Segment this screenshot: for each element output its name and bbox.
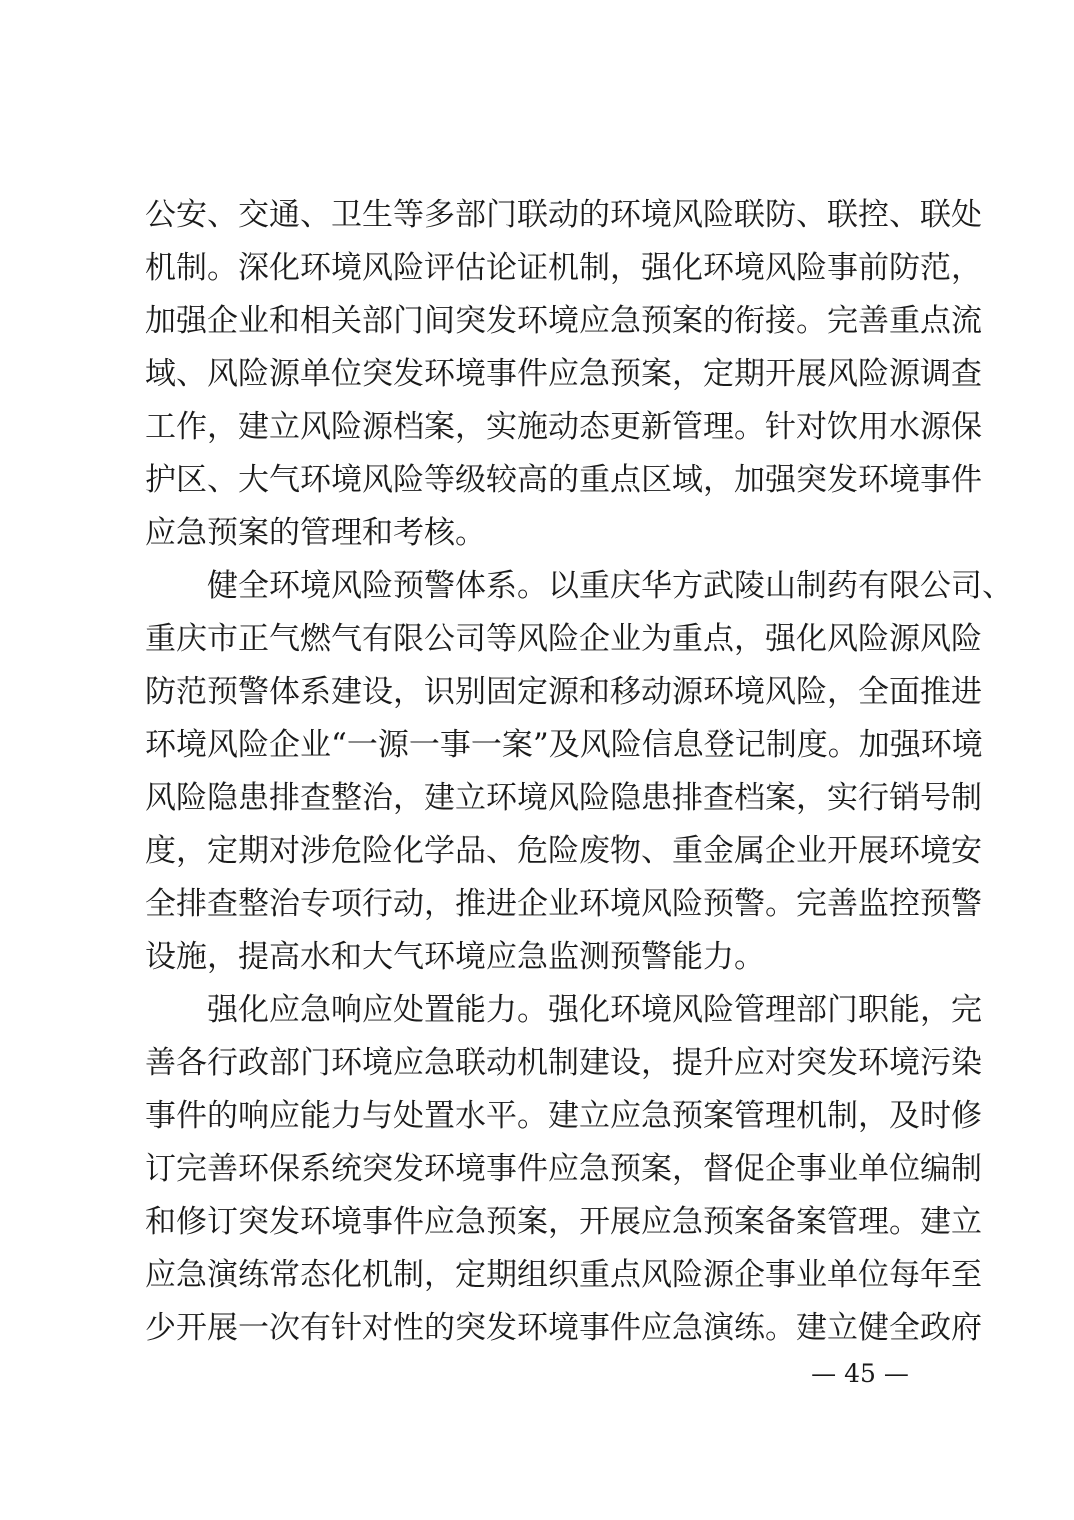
text-line: 度，定期对涉危险化学品、危险废物、重金属企业开展环境安	[145, 833, 982, 869]
text-line: 护区、大气环境风险等级较高的重点区域，加强突发环境事件	[145, 462, 982, 498]
text-line: 域、风险源单位突发环境事件应急预案，定期开展风险源调查	[145, 356, 982, 392]
text-line: 应急演练常态化机制，定期组织重点风险源企事业单位每年至	[145, 1257, 982, 1293]
text-line: 和修订突发环境事件应急预案，开展应急预案备案管理。建立	[145, 1204, 982, 1240]
text-line: 加强企业和相关部门间突发环境应急预案的衔接。完善重点流	[145, 303, 982, 339]
text-line: 全排查整治专项行动，推进企业环境风险预警。完善监控预警	[145, 886, 982, 922]
text-line: 防范预警体系建设，识别固定源和移动源环境风险，全面推进	[145, 674, 982, 710]
page-number: — 45 —	[811, 1359, 909, 1388]
paragraph-first-line: 强化应急响应处置能力。强化环境风险管理部门职能，完	[207, 992, 982, 1028]
text-line: 工作，建立风险源档案，实施动态更新管理。针对饮用水源保	[145, 409, 982, 445]
text-line: 风险隐患排查整治，建立环境风险隐患排查档案，实行销号制	[145, 780, 982, 816]
paragraph-first-line: 健全环境风险预警体系。以重庆华方武陵山制药有限公司、	[207, 568, 1013, 604]
text-line: 设施，提高水和大气环境应急监测预警能力。	[145, 939, 765, 975]
text-line: 机制。深化环境风险评估论证机制，强化环境风险事前防范，	[145, 250, 982, 286]
text-line: 事件的响应能力与处置水平。建立应急预案管理机制，及时修	[145, 1098, 982, 1134]
text-line: 善各行政部门环境应急联动机制建设，提升应对突发环境污染	[145, 1045, 982, 1081]
text-line: 公安、交通、卫生等多部门联动的环境风险联防、联控、联处	[145, 197, 982, 233]
text-line: 应急预案的管理和考核。	[145, 515, 486, 551]
text-line: 重庆市正气燃气有限公司等风险企业为重点，强化风险源风险	[145, 621, 982, 657]
text-line: 订完善环保系统突发环境事件应急预案，督促企事业单位编制	[145, 1151, 982, 1187]
text-line: 少开展一次有针对性的突发环境事件应急演练。建立健全政府	[145, 1310, 982, 1346]
text-line: 环境风险企业“一源一事一案”及风险信息登记制度。加强环境	[145, 727, 983, 763]
